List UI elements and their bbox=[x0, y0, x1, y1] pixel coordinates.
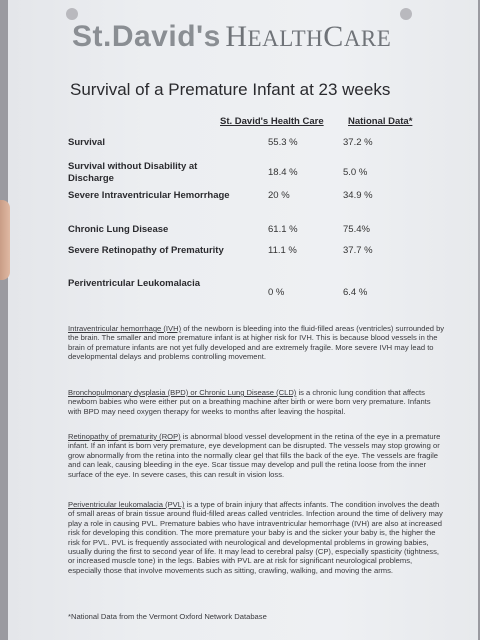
st-davids-value: 61.1 % bbox=[268, 224, 298, 235]
definition-paragraph bbox=[68, 432, 446, 479]
row-label: Severe Retinopathy of Prematurity bbox=[68, 245, 224, 256]
logo: St.David's HEALTHCARE bbox=[72, 20, 392, 53]
row-label: Survival without Disability at Discharge bbox=[68, 161, 198, 184]
national-value: 6.4 % bbox=[343, 287, 368, 298]
thumb bbox=[0, 200, 10, 280]
st-davids-value: 18.4 % bbox=[268, 167, 298, 178]
table-row bbox=[68, 161, 448, 191]
punch-hole bbox=[400, 8, 412, 20]
definition-term: Retinopathy of prematurity (ROP) bbox=[68, 432, 181, 441]
st-davids-value: 55.3 % bbox=[268, 137, 298, 148]
definition-paragraph bbox=[68, 388, 446, 416]
national-value: 5.0 % bbox=[343, 167, 368, 178]
row-label: Periventricular Leukomalacia bbox=[68, 278, 201, 289]
definition-paragraph bbox=[68, 324, 446, 362]
definition-term: Intraventricular hemorrhage (IVH) bbox=[68, 324, 182, 333]
definition-term: Bronchopulmonary dysplasia (BPD) or Chronic Lung Disease (CLD) bbox=[68, 388, 297, 397]
column-header-st-davids: St. David's Health Care bbox=[220, 116, 324, 127]
st-davids-value: 20 % bbox=[268, 190, 290, 201]
document-page bbox=[8, 0, 478, 640]
national-value: 75.4% bbox=[343, 224, 370, 235]
definition-term: Periventricular leukomalacia (PVL) bbox=[68, 500, 185, 509]
punch-hole bbox=[66, 8, 78, 20]
st-davids-value: 0 % bbox=[268, 287, 285, 298]
column-header-national: National Data* bbox=[348, 116, 413, 127]
row-label: Chronic Lung Disease bbox=[68, 224, 169, 235]
table-row bbox=[68, 278, 448, 308]
national-value: 37.7 % bbox=[343, 245, 373, 256]
footnote: *National Data from the Vermont Oxford Network Database bbox=[68, 612, 267, 621]
definition-text: is a chronic lung condition that affects newborn babies who were either put on a breathing machine after birth or were born very premature. Infants with BPD may need oxygen therapy for weeks to months after leaving the hospital. bbox=[68, 388, 431, 416]
row-label: Severe Intraventricular Hemorrhage bbox=[68, 190, 230, 201]
definition-text: is a type of brain injury that affects infants. The condition involves the death of small areas of brain tissue around fluid-filled areas called ventricles. Infection around the time of delivery may play a role in causing PVL. Premature babies who have intraventricular hemorrhage (IVH) are also at increased risk for developing this condition. The more premature your baby is and the sicker your baby is, the higher the risk for PVL. PVL is frequently associated with neurological and developmental problems in growing babies, usually during the first to second year of life. It may lead to cerebral palsy (CP), especially spasticity (tightness, or increased muscle tone) in the legs. Babies with PVL are at risk for significant neurological problems, especially those that involve movements such as sitting, crawling, walking, and moving the arms. bbox=[68, 500, 443, 575]
table-row bbox=[68, 245, 448, 275]
definition-paragraph bbox=[68, 500, 446, 575]
definition-text: of the newborn is bleeding into the fluid-filled areas (ventricles) surrounded by the brain. The smaller and more premature infant is at higher risk for IVH. This is because blood vessels in the brain of premature infants are not yet fully developed and are extremely fragile. More severe IVH may lead to developmental delays and problems controlling movement. bbox=[68, 324, 445, 362]
national-value: 34.9 % bbox=[343, 190, 373, 201]
national-value: 37.2 % bbox=[343, 137, 373, 148]
row-label: Survival bbox=[68, 137, 105, 148]
page-title: Survival of a Premature Infant at 23 weeks bbox=[70, 80, 391, 99]
definition-text: is abnormal blood vessel development in the retina of the eye in a premature infant. If an infant is born very premature, eye development can be disrupted. The vessels may stop growing or grow abnormally from the retina into the normally clear gel that fills the back of the eye. The vessels are fragile and can leak, causing bleeding in the eye. Scar tissue may develop and pull the retina loose from the inner surface of the eye. In severe cases, this can result in vision loss. bbox=[68, 432, 441, 479]
st-davids-value: 11.1 % bbox=[268, 245, 297, 256]
table-row bbox=[68, 190, 448, 220]
